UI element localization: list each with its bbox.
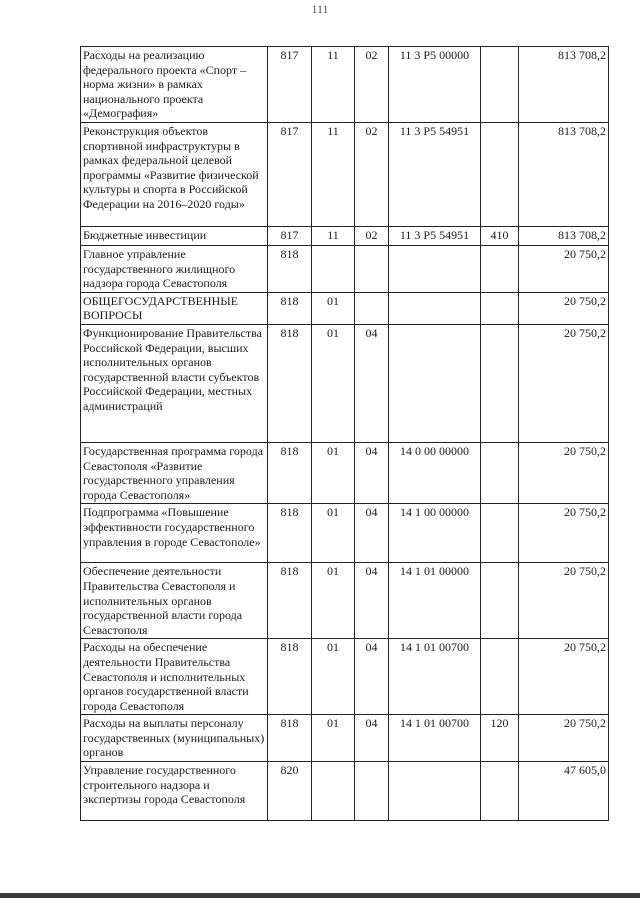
amount: 20 750,2 bbox=[519, 246, 609, 293]
ministry-code: 818 bbox=[268, 246, 312, 293]
target-article: 14 1 01 00700 bbox=[389, 639, 481, 715]
row-name: Расходы на обеспечение деятельности Правительства Севастополя и исполнительных органов государственной власти города Севастополя bbox=[81, 639, 268, 715]
row-name: Расходы на выплаты персоналу государственных (муниципальных) органов bbox=[81, 715, 268, 762]
section-code: 11 bbox=[312, 123, 355, 227]
section-code: 01 bbox=[312, 504, 355, 563]
ministry-code: 818 bbox=[268, 442, 312, 503]
row-name: ОБЩЕГОСУДАРСТВЕННЫЕ ВОПРОСЫ bbox=[81, 292, 268, 324]
ministry-code: 818 bbox=[268, 324, 312, 442]
expense-type bbox=[481, 504, 519, 563]
amount: 813 708,2 bbox=[519, 123, 609, 227]
ministry-code: 818 bbox=[268, 715, 312, 762]
target-article: 11 3 P5 54951 bbox=[389, 227, 481, 246]
subsection-code: 04 bbox=[355, 715, 389, 762]
target-article bbox=[389, 246, 481, 293]
row-name: Государственная программа города Севастополя «Развитие государственного управления города Севастополя» bbox=[81, 442, 268, 503]
expense-type bbox=[481, 639, 519, 715]
table-row bbox=[81, 324, 609, 442]
subsection-code: 02 bbox=[355, 123, 389, 227]
subsection-code bbox=[355, 762, 389, 821]
subsection-code: 04 bbox=[355, 639, 389, 715]
table-row bbox=[81, 292, 609, 324]
section-code: 01 bbox=[312, 715, 355, 762]
subsection-code: 04 bbox=[355, 504, 389, 563]
table-row bbox=[81, 442, 609, 503]
table-row bbox=[81, 762, 609, 821]
section-code bbox=[312, 246, 355, 293]
table-row bbox=[81, 123, 609, 227]
row-name: Обеспечение деятельности Правительства Севастополя и исполнительных органов государственной власти города Севастополя bbox=[81, 563, 268, 639]
row-name: Подпрограмма «Повышение эффективности государственного управления в городе Севастополе» bbox=[81, 504, 268, 563]
page-number: 111 bbox=[311, 2, 329, 16]
row-name: Бюджетные инвестиции bbox=[81, 227, 268, 246]
section-code: 11 bbox=[312, 47, 355, 123]
expense-type bbox=[481, 442, 519, 503]
expense-type bbox=[481, 563, 519, 639]
budget-table bbox=[80, 46, 609, 821]
subsection-code: 04 bbox=[355, 563, 389, 639]
amount: 20 750,2 bbox=[519, 292, 609, 324]
scan-bottom-edge bbox=[0, 893, 640, 898]
amount: 20 750,2 bbox=[519, 504, 609, 563]
ministry-code: 818 bbox=[268, 563, 312, 639]
target-article: 11 3 P5 54951 bbox=[389, 123, 481, 227]
target-article: 14 1 01 00000 bbox=[389, 563, 481, 639]
row-name: Управление государственного строительного надзора и экспертизы города Севастополя bbox=[81, 762, 268, 821]
target-article: 14 1 01 00700 bbox=[389, 715, 481, 762]
subsection-code: 04 bbox=[355, 324, 389, 442]
ministry-code: 817 bbox=[268, 227, 312, 246]
table-body bbox=[81, 47, 609, 821]
amount: 813 708,2 bbox=[519, 47, 609, 123]
row-name: Функционирование Правительства Российской Федерации, высших исполнительных органов государственной власти субъектов Российской Федерации, местных администраций bbox=[81, 324, 268, 442]
row-name: Реконструкция объектов спортивной инфраструктуры в рамках федеральной целевой программы «Развитие физической культуры и спорта в Российской Федерации на 2016–2020 годы» bbox=[81, 123, 268, 227]
table-row bbox=[81, 227, 609, 246]
table-row bbox=[81, 504, 609, 563]
amount: 20 750,2 bbox=[519, 324, 609, 442]
amount: 20 750,2 bbox=[519, 715, 609, 762]
section-code: 01 bbox=[312, 324, 355, 442]
ministry-code: 817 bbox=[268, 123, 312, 227]
expense-type bbox=[481, 292, 519, 324]
subsection-code: 02 bbox=[355, 47, 389, 123]
section-code bbox=[312, 762, 355, 821]
target-article bbox=[389, 292, 481, 324]
subsection-code bbox=[355, 292, 389, 324]
target-article: 11 3 P5 00000 bbox=[389, 47, 481, 123]
amount: 20 750,2 bbox=[519, 639, 609, 715]
section-code: 01 bbox=[312, 639, 355, 715]
amount: 813 708,2 bbox=[519, 227, 609, 246]
target-article: 14 0 00 00000 bbox=[389, 442, 481, 503]
expense-type bbox=[481, 762, 519, 821]
section-code: 01 bbox=[312, 563, 355, 639]
ministry-code: 818 bbox=[268, 639, 312, 715]
table-row bbox=[81, 639, 609, 715]
amount: 20 750,2 bbox=[519, 563, 609, 639]
ministry-code: 817 bbox=[268, 47, 312, 123]
amount: 47 605,0 bbox=[519, 762, 609, 821]
amount: 20 750,2 bbox=[519, 442, 609, 503]
table-row bbox=[81, 563, 609, 639]
subsection-code: 04 bbox=[355, 442, 389, 503]
expense-type bbox=[481, 246, 519, 293]
expense-type: 120 bbox=[481, 715, 519, 762]
target-article bbox=[389, 762, 481, 821]
target-article: 14 1 00 00000 bbox=[389, 504, 481, 563]
row-name: Расходы на реализацию федерального проекта «Спорт – норма жизни» в рамках национального проекта «Демография» bbox=[81, 47, 268, 123]
expense-type bbox=[481, 47, 519, 123]
expense-type bbox=[481, 324, 519, 442]
table-row bbox=[81, 715, 609, 762]
ministry-code: 818 bbox=[268, 292, 312, 324]
section-code: 11 bbox=[312, 227, 355, 246]
section-code: 01 bbox=[312, 442, 355, 503]
table-row bbox=[81, 47, 609, 123]
subsection-code: 02 bbox=[355, 227, 389, 246]
ministry-code: 818 bbox=[268, 504, 312, 563]
expense-type bbox=[481, 123, 519, 227]
ministry-code: 820 bbox=[268, 762, 312, 821]
target-article bbox=[389, 324, 481, 442]
row-name: Главное управление государственного жилищного надзора города Севастополя bbox=[81, 246, 268, 293]
subsection-code bbox=[355, 246, 389, 293]
table-row bbox=[81, 246, 609, 293]
expense-type: 410 bbox=[481, 227, 519, 246]
section-code: 01 bbox=[312, 292, 355, 324]
